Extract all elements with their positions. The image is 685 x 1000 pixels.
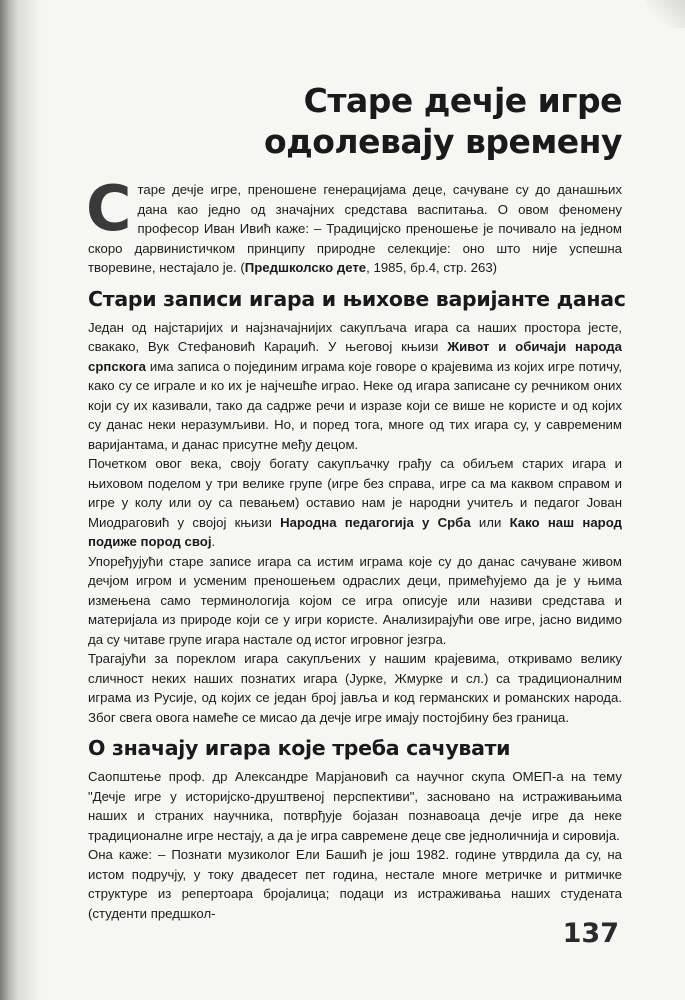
paragraph-miodragovic-text-a: Почетком овог века, своју богату сакупљачку грађу са обиљем старих игара и њиховом поделом у три велике групе (игре без справа, игре са ма каквом справом и игре у колу или оу са певањем) оставио нам је народни учитељ и педагог Јован Миодраговић у својој књизи [88, 456, 622, 530]
section-heading-old-records: Стари записи игара и њихове варијанте данас [88, 286, 626, 311]
book-title-kako-nas-narod: Како наш народ подиже пород свој [88, 514, 622, 549]
paragraph-comparison: Упоређујући старе записе игара са истим играма које су до данас сачуване живом дечјом игром и усменим преношењем одраслих деци, примећујемо да је у њима измењена само терминологија којом се игра описује или називи средстава и материјала из природе који се у игри користе. Анализирајући ове игре, јасно видимо да су читаве групе игара настале од истог игровног језгра. [88, 553, 622, 647]
paragraph-marjanovic: Саопштење проф. др Александре Марјановић са научног скупа ОМЕП-а на тему "Дечје игре у историјско-друштвеној перспективи", засновано на истраживањима наших и страних научника, потврђује бојазан познавоаца дечје игре да неке традиционалне игре нестају, а да је игра савремене деце све једноличнија и сировија. [88, 769, 622, 843]
intro-source-title: Предшколско дете [244, 260, 367, 275]
paragraph-vuk-text-a: Један од најстаријих и најзначајнијих сакупљача игара са наших простора јесте, свакако, Вук Стефановић Караџић. У његовој књизи [88, 319, 622, 354]
book-spine [0, 0, 20, 1000]
book-title-narodna-pedagogija: Народна педагогија у Срба [280, 514, 471, 530]
drop-cap: С [86, 172, 132, 245]
section-heading-importance: О значају игара које треба сачувати [88, 736, 511, 760]
intro-source-rest: , 1985, бр.4, стр. 263) [366, 260, 498, 275]
title-line-2: одолевају времену [263, 122, 622, 161]
intro-paragraph [86, 172, 622, 278]
title-line-1: Старе дечје игре [303, 81, 622, 120]
paragraph-origin: Трагајући за пореклом игара сакупљених у нашим крајевима, откривамо велику сличност неких наших познатих игара (Јурке, Жмурке и сл.) са традиционалним играма из Русије, од којих се један број јавља и код германских и романских народа. Због свега овога намеће се мисао да дечје игре имају постојбину без граница. [88, 651, 622, 725]
paragraph-basic: Она каже: – Познати музиколог Ели Башић је још 1982. године утврдила да су, на истом подручју, у току двадесет пет година, нестале многе метричке и ритмичке структуре из репертоара бројалица; подаци из истраживања наших студената (студенти предшкол- [88, 847, 622, 921]
book-title-vuk: Живот и обичаји народа српскога [88, 339, 622, 374]
paragraph-vuk [88, 318, 622, 455]
page-title [88, 80, 622, 162]
paragraph-miodragovic-text-end: . [211, 534, 216, 549]
page-corner [645, 0, 685, 28]
paragraph-miodragovic [88, 454, 622, 552]
spine-shadow [20, 0, 42, 1000]
page-content [86, 80, 626, 923]
intro-text: таре дечје игре, преношене генерацијама деце, сачуване су до данашњих дана као једно од значајних средстава васпитања. О овом феномену професор Иван Ивић каже: – Традицијско преношење је почивало на једном скоро дарвинистичком принципу природне селекције: оно што није успешна творевине, нестајало је. ( [88, 182, 622, 275]
paragraph-vuk-text-b: има записа о појединим играма које говоре о крајевима из којих игре потичу, како су се играле и ко их је најчешће играо. Неке од игара записане су речником оних који су их казивали, тако да садрже речи и изразе који се више не користе и од којих су данас неки неразумљиви. Но, и поред тога, многе од тих игара су, у савременим варијантама, и данас присутне међу децом. [88, 358, 622, 452]
page-number: 137 [562, 918, 619, 949]
paragraph-miodragovic-text-mid: или [470, 514, 510, 530]
